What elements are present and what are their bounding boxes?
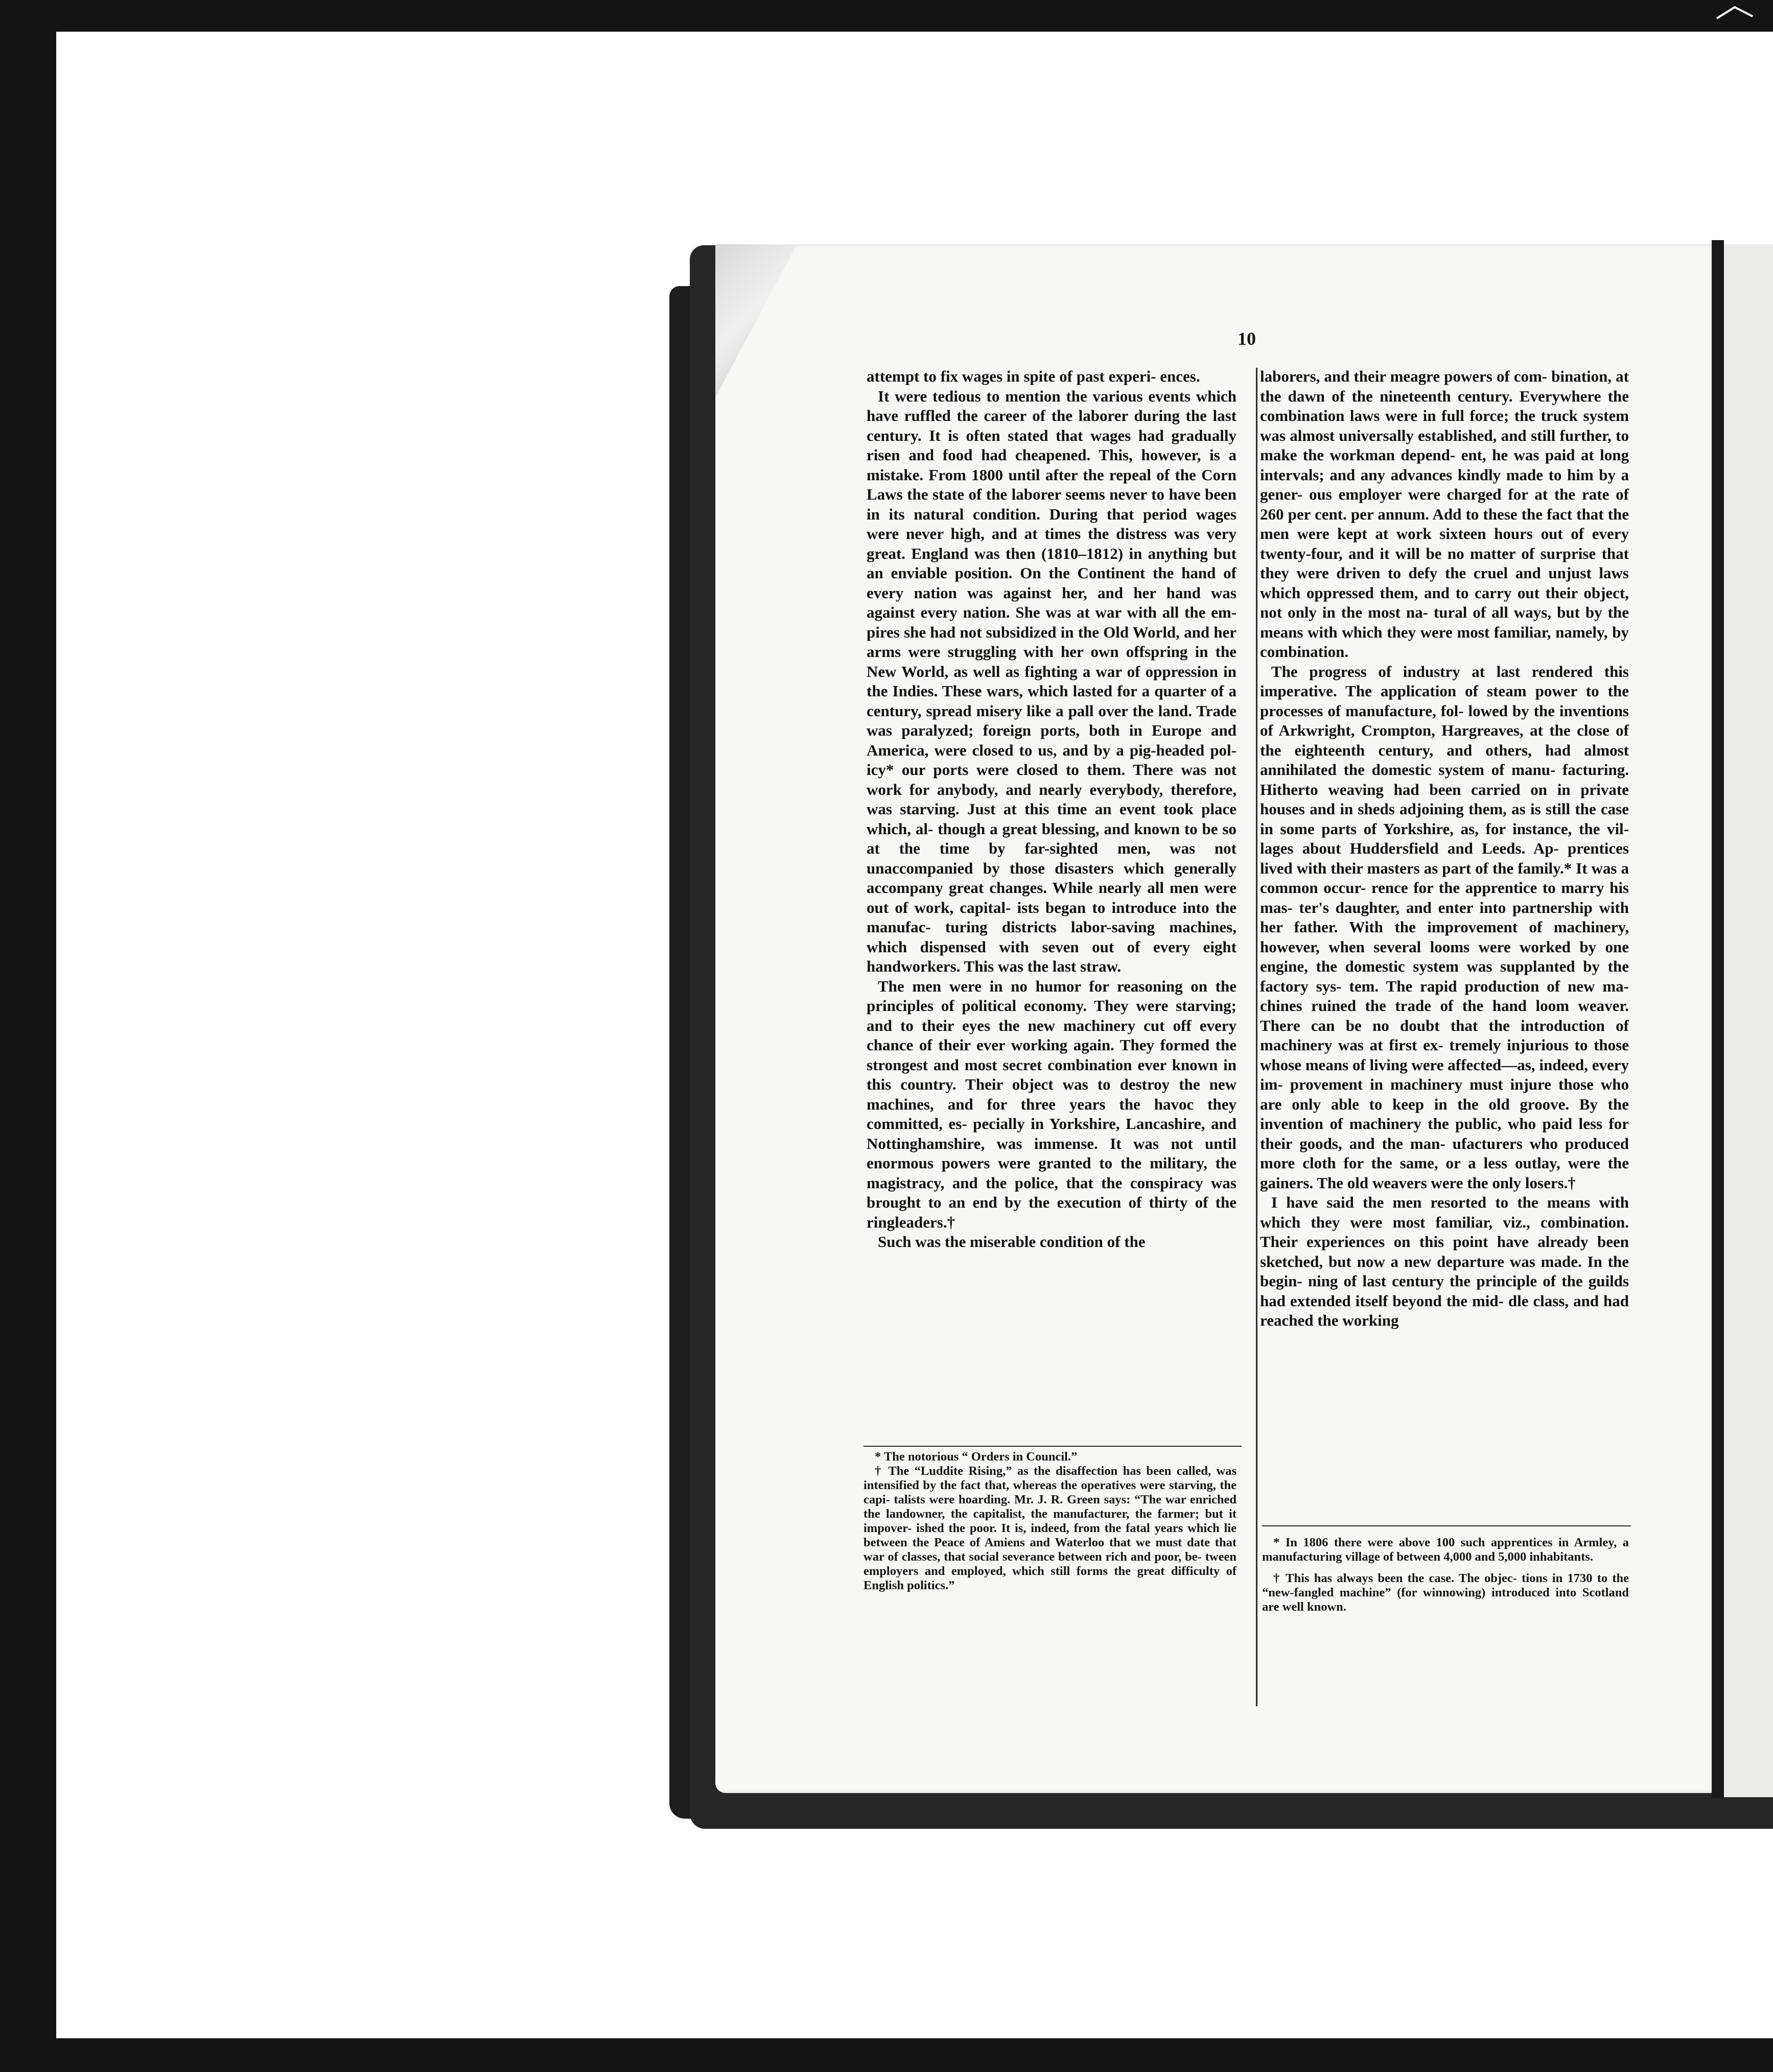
footnote: * In 1806 there were above 100 such apprentices in Armley, a manufacturing village of between 4,000 and 5,000 inhabitants. <box>1262 1536 1629 1564</box>
right-column <box>1260 367 1629 1331</box>
left-footnotes <box>864 1450 1237 1593</box>
paragraph: It were tedious to mention the various events which have ruffled the career of the laborer during the last century. It is often stated that wages had gradually risen and food had cheapened. This, however, is a mistake. From 1800 until after the repeal of the Corn Laws the state of the laborer seems never to have been in its natural condition. During that period wages were never high, and at times the distress was very great. England was then (1810–1812) in anything but an enviable position. On the Continent the hand of every nation was against her, and her hand was against every nation. She was at war with all the em- pires she had not subsidized in the Old World, and her arms were struggling with her own offspring in the New World, as well as fighting a war of oppression in the Indies. These wars, which lasted for a quarter of a century, spread misery like a pall over the land. Trade was paralyzed; foreign ports, both in Europe and America, were closed to us, and by a pig-headed pol- icy* our ports were closed to them. There was not work for anybody, and nearly everybody, therefore, was starving. Just at this time an event took place which, al- though a great blessing, and known to be so at the time by far-sighted men, was not unaccompanied by those disasters which generally accompany great changes. While nearly all men were out of work, capital- ists began to introduce into the manufac- turing districts labor-saving machines, which dispensed with seven out of every eight handworkers. This was the last straw. <box>867 387 1237 975</box>
paragraph: Such was the miserable condition of the <box>878 1233 1146 1251</box>
scan-mark-icon <box>1712 4 1758 19</box>
scan-border-bottom-gap <box>56 2029 1773 2038</box>
paragraph: laborers, and their meagre powers of com- bination, at the dawn of the nineteenth century. Everywhere the combination laws were in full force; the truck system was almost universally established, and still further, to make the workman depend- ent, he was paid at long intervals; and any advances kindly made to him by a gener- ous employer were charged for at the rate of 260 per cent. per annum. Add to these the fact that the men were kept at work sixteen hours out of every twenty-four, and it will be no matter of surprise that they were driven to defy the cruel and unjust laws which oppressed them, and to carry out their object, not only in the most na- tural of all ways, but by the means with which they were most familiar, namely, by combination. <box>1260 367 1629 661</box>
footnote-rule <box>1262 1525 1631 1526</box>
paragraph: I have said the men resorted to the means with which they were most familiar, viz., combination. Their experiences on this point have already been sketched, but now a new departure was made. In the begin- ning of last century the principle of the guilds had extended itself beyond the mid- dle class, and had reached the working <box>1260 1193 1629 1329</box>
left-column <box>867 367 1237 1252</box>
footnote: † The “Luddite Rising,” as the disaffection has been called, was intensified by the fact that, whereas the operatives were starving, the capi- talists were hoarding. Mr. J. R. Green says: “The war enriched the landowner, the capitalist, the manufacturer, the farmer; but it impover- ished the poor. It is, indeed, from the fatal years which lie between the Peace of Amiens and Waterloo that we must date that war of classes, that social severance between rich and poor, be- tween employers and employed, which still forms the great difficulty of English politics.” <box>864 1464 1237 1592</box>
scan-border-top <box>0 0 1773 32</box>
paragraph: attempt to fix wages in spite of past experi- ences. <box>867 367 1200 385</box>
page-number: 10 <box>1238 328 1256 349</box>
scan-border-left <box>0 32 56 2072</box>
right-footnotes <box>1262 1536 1629 1614</box>
footnote-rule <box>864 1446 1242 1447</box>
next-page-edge <box>1724 244 1773 1797</box>
scan-border-gap <box>0 32 1773 41</box>
paragraph: The progress of industry at last rendered this imperative. The application of steam power to the processes of manufacture, fol- lowed by the inventions of Arkwright, Crompton, Hargreaves, at the close of the eighteenth century, and others, had almost annihilated the domestic system of manu- facturing. Hitherto weaving had been carried on in private houses and in sheds adjoining them, as is still the case in some parts of Yorkshire, as, for instance, the vil- lages about Huddersfield and Leeds. Ap- prentices lived with their masters as part of the family.* It was a common occur- rence for the apprentice to marry his mas- ter's daughter, and enter into partnership with her father. With the improvement of machinery, however, when several looms were worked by one engine, the domestic system was supplanted by the factory sys- tem. The rapid production of new ma- chines ruined the trade of the hand loom weaver. There can be no doubt that the introduction of machinery was at first ex- tremely injurious to those whose means of living were affected—as, indeed, every im- provement in machinery must injure those who are only able to keep in the old groove. By the invention of machinery the public, who paid less for their goods, and the man- ufacturers who produced more cloth for the same, or a less outlay, were the gainers. The old weavers were the only losers.† <box>1260 662 1629 1192</box>
column-divider <box>1256 368 1257 1706</box>
paragraph: The men were in no humor for reasoning on the principles of political economy. They were starving; and to their eyes the new machinery cut off every chance of their ever working again. They formed the strongest and most secret combination ever known in this country. Their object was to destroy the new machines, and for three years the havoc they committed, es- pecially in Yorkshire, Lancashire, and Nottinghamshire, was immense. It was not until enormous powers were granted to the military, the magistracy, and the police, that the conspiracy was brought to an end by the execution of thirty of the ringleaders.† <box>867 977 1237 1231</box>
footnote: † This has always been the case. The objec- tions in 1730 to the “new-fangled machine” (for winnowing) introduced into Scotland are well known. <box>1262 1571 1629 1614</box>
scan-border-bottom <box>0 2038 1773 2072</box>
footnote: * The notorious “ Orders in Council.” <box>875 1450 1078 1464</box>
scan-border-inner <box>56 32 69 2072</box>
page-gutter <box>1712 240 1724 1798</box>
